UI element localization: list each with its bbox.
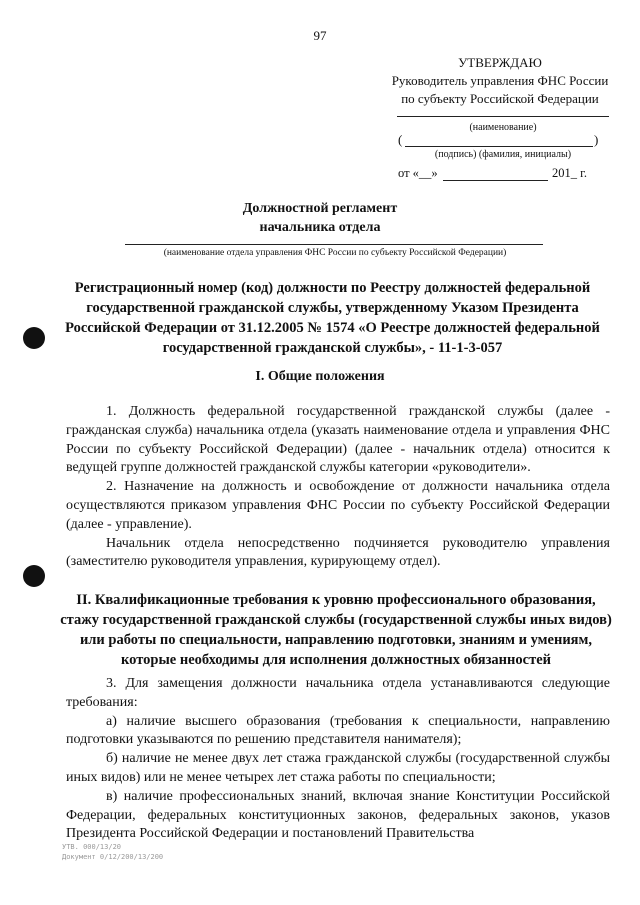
document-subtitle: начальника отдела	[259, 220, 381, 235]
paragraph: 2. Назначение на должность и освобождение от должности начальника отдела осуществляются приказом управления ФНС России по субъекту Российской Федерации (далее - управление).	[66, 479, 610, 532]
approval-position-line1: Руководитель управления ФНС России	[391, 73, 609, 88]
approval-heading: УТВЕРЖДАЮ	[458, 55, 542, 70]
punch-hole	[23, 565, 45, 587]
paragraph: Начальник отдела непосредственно подчиняется руководителю управления (заместителю руководителя управления, курирующему отдел).	[66, 535, 610, 570]
document-title: Должностной регламент	[242, 201, 398, 216]
footer-stamp-line1: УТВ. 000/13/20	[62, 843, 122, 851]
approval-position-line2: по субъекту Российской Федерации	[401, 91, 599, 106]
dept-underline	[125, 244, 543, 245]
paragraph: в) наличие профессиональных знаний, включая знание Конституции Российской Федерации, федеральных конституционных законов, федеральных законов, указов Президента Российской Федерации и постановлений Правительства	[66, 788, 610, 842]
section-1-body	[66, 403, 610, 572]
registration-number: Регистрационный номер (код) должности по Реестру должностей федеральной государственной гражданской службы, утвержденному Указом Президента Российской Федерации от 31.12.2005 № 1574 «О Реестре должностей федеральной государственной гражданской службы», - 11-1-3-057	[65, 280, 600, 356]
section-2-title: II. Квалификационные требования к уровню профессионального образования, стажу государственной гражданской службы (государственной службы иных видов) или работы по специальности, направлению подготовки, знаниям и умениям, которые необходимы для исполнения должностных обязанностей	[60, 592, 612, 668]
paragraph: б) наличие не менее двух лет стажа гражданской службы (государственной службы иных видов) или не менее четырех лет стажа работы по специальности;	[66, 751, 610, 785]
signature-caption: (подпись) (фамилия, инициалы)	[434, 149, 572, 160]
signature-close-paren: )	[594, 132, 599, 147]
paragraph: 3. Для замещения должности начальника отдела устанавливаются следующие требования:	[66, 676, 610, 710]
name-caption: (наименование)	[469, 122, 537, 133]
date-prefix: от «__»	[398, 166, 438, 180]
section-2-body	[66, 675, 610, 844]
date-suffix: 201_ г.	[552, 166, 587, 180]
paragraph: 1. Должность федеральной государственной гражданской службы (далее - гражданская служба) начальника отдела (указать наименование отдела и управления ФНС России по субъекту Российской Федерации) (далее - начальник отдела) относится к ведущей группе должностей гражданской службы категории «руководители».	[66, 404, 610, 476]
section-1-title: I. Общие положения	[255, 369, 385, 384]
page-number: 97	[313, 28, 327, 43]
signature-open-paren: (	[398, 132, 403, 147]
footer-stamp-line2: Документ 0/12/200/13/200	[62, 853, 164, 861]
name-underline	[397, 116, 609, 117]
paragraph: а) наличие высшего образования (требования к специальности, направлению подготовки указываются по решению представителя нанимателя);	[66, 713, 610, 748]
dept-caption: (наименование отдела управления ФНС России по субъекту Российской Федерации)	[163, 248, 507, 258]
signature-underline	[405, 146, 593, 147]
date-underline	[443, 180, 548, 181]
punch-hole	[23, 327, 45, 349]
